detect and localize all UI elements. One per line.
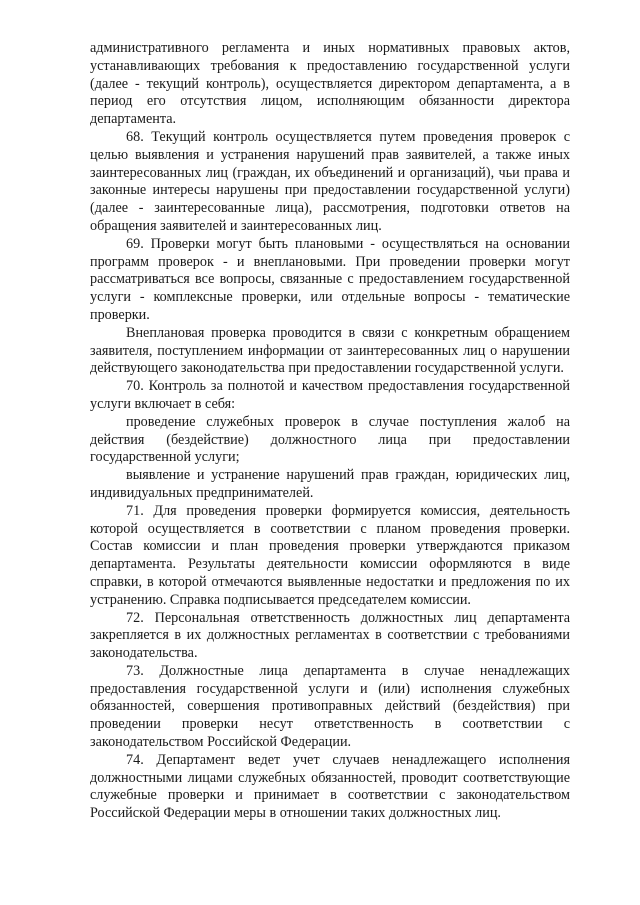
paragraph-70: 70. Контроль за полнотой и качеством предоставления государственной услуги включает в себя:: [90, 378, 570, 412]
paragraph-71: 71. Для проведения проверки формируется комиссия, деятельность которой осуществляется в соответствии с планом проведения проверки. Состав комиссии и план проведения проверки утверждаются приказом департамента. Результаты деятельности комиссии оформляются в виде справки, в которой отмечаются выявленные недостатки и предложения по их устранению. Справка подписывается председателем комиссии.: [90, 502, 570, 608]
paragraph-68: 68. Текущий контроль осуществляется путем проведения проверок с целью выявления и устранения нарушений прав заявителей, а также иных заинтересованных лиц (граждан, их объединений и организаций), чьи права и законные интересы нарушены при предоставлении государственной услуги) (далее - заинтересованные лица), рассмотрения, подготовки ответов на обращения заявителей и заинтересованных лиц.: [90, 128, 570, 234]
paragraph-69-unscheduled: Внеплановая проверка проводится в связи с конкретным обращением заявителя, поступлением информации от заинтересованных лиц о нарушении действующего законодательства при предоставлении государственной услуги.: [90, 324, 570, 377]
paragraph-regulation-continuation: административного регламента и иных нормативных правовых актов, устанавливающих требования к предоставлению государственной услуги (далее - текущий контроль), осуществляется директором департамента, а в период его отсутствия лицом, исполняющим обязанности директора департамента.: [90, 40, 570, 128]
paragraph-72: 72. Персональная ответственность должностных лиц департамента закрепляется в их должностных регламентах в соответствии с требованиями законодательства.: [90, 609, 570, 662]
paragraph-73: 73. Должностные лица департамента в случае ненадлежащих предоставления государственной услуги и (или) исполнения служебных обязанностей, совершения противоправных действий (бездействия) при проведении проверки несут ответственность в соответствии с законодательством Российской Федерации.: [90, 662, 570, 751]
paragraph-70-item-1: проведение служебных проверок в случае поступления жалоб на действия (бездействие) должностного лица при предоставлении государственной услуги;: [90, 413, 570, 466]
document-page: [90, 40, 570, 823]
paragraph-74: 74. Департамент ведет учет случаев ненадлежащего исполнения должностными лицами служебных обязанностей, проводит соответствующие служебные проверки и принимает в соответствии с законодательством Российской Федерации меры в отношении таких должностных лиц.: [90, 751, 570, 822]
paragraph-69: 69. Проверки могут быть плановыми - осуществляться на основании программ проверок - и внеплановыми. При проведении проверки могут рассматриваться все вопросы, связанные с предоставлением государственной услуги - комплексные проверки, или отдельные вопросы - тематические проверки.: [90, 235, 570, 323]
paragraph-70-item-2: выявление и устранение нарушений прав граждан, юридических лиц, индивидуальных предпринимателей.: [90, 467, 570, 501]
